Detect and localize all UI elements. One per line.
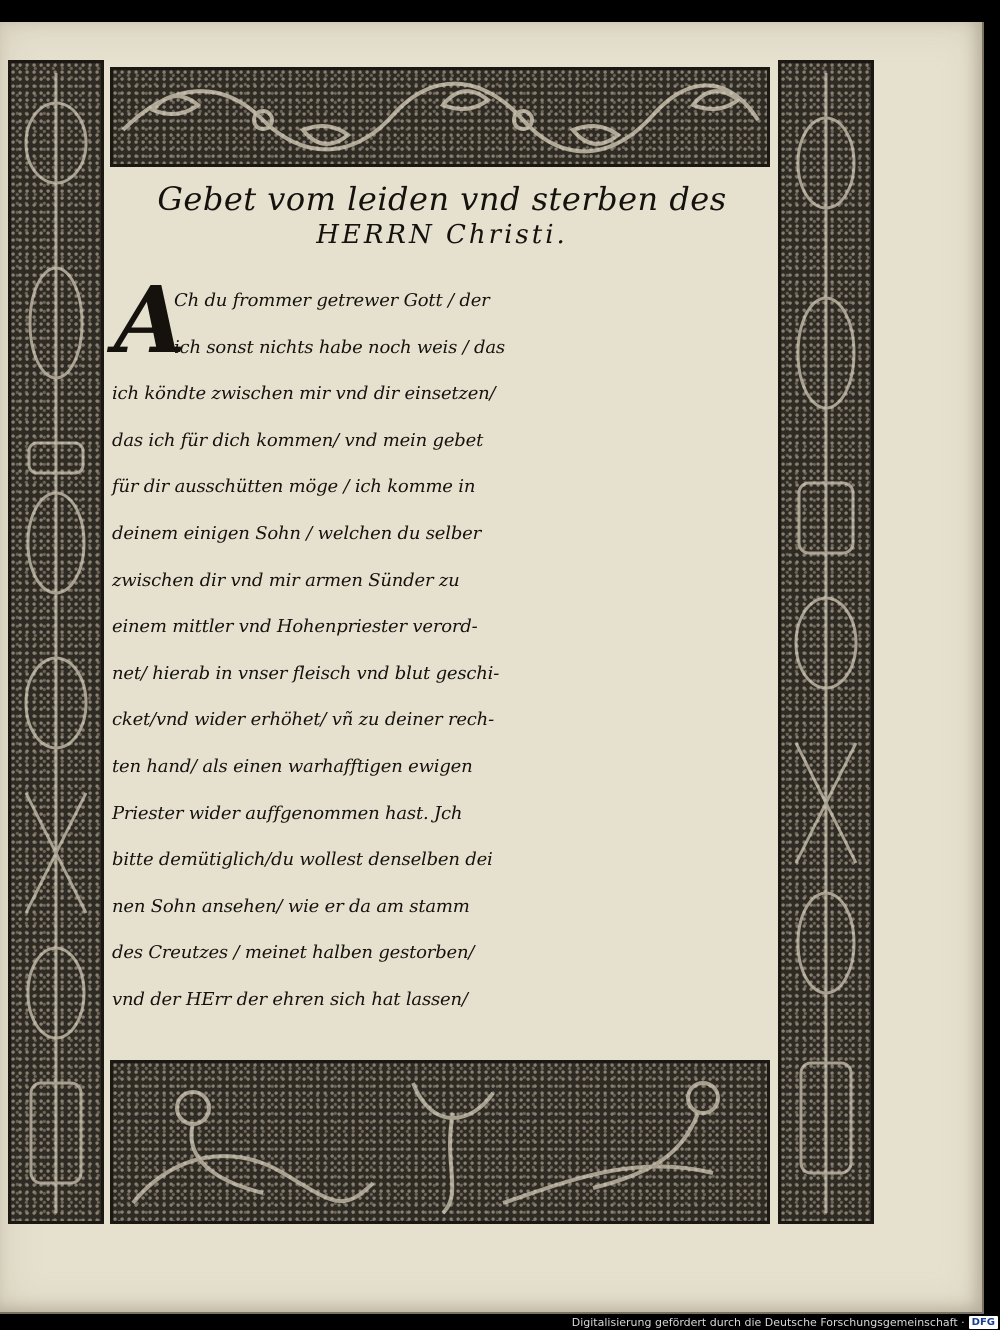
dfg-logo: DFG xyxy=(969,1316,998,1329)
decorated-initial: A xyxy=(114,266,186,374)
text-line: vnd der HErr der ehren sich hat lassen/ xyxy=(112,988,468,1010)
reclining-figures-ornament xyxy=(113,1063,767,1221)
text-line: ten hand/ als einen warhafftigen ewigen xyxy=(112,755,473,777)
vine-scroll-ornament xyxy=(113,70,767,164)
text-line: einem mittler vnd Hohenpriester verord- xyxy=(112,616,478,638)
ornament-top-border xyxy=(110,67,770,167)
text-line: zwischen dir vnd mir armen Sünder zu xyxy=(112,569,460,591)
text-line: des Creutzes / meinet halben gestorben/ xyxy=(112,942,475,964)
digitization-credit xyxy=(572,1314,998,1330)
text-line: bitte demütiglich/du wollest denselben dei xyxy=(112,849,493,871)
prayer-text xyxy=(112,266,772,1024)
text-line: nen Sohn ansehen/ wie er da am stamm xyxy=(112,895,470,917)
book-page xyxy=(0,22,984,1314)
credit-text: Digitalisierung gefördert durch die Deutsche Forschungsgemeinschaft · xyxy=(571,1315,965,1329)
text-line: Ch du frommer getrewer Gott / der xyxy=(174,290,490,311)
text-line: das ich für dich kommen/ vnd mein gebet xyxy=(112,429,484,451)
page-subtitle: HERRN Christi. xyxy=(316,220,568,250)
candelabra-column-ornament xyxy=(11,63,101,1221)
candelabra-column-ornament xyxy=(781,63,871,1221)
text-line: Priester wider auffgenommen hast. Jch xyxy=(112,802,463,824)
text-line: für dir ausschütten möge / ich komme in xyxy=(112,476,476,498)
ornament-right-column xyxy=(778,60,874,1224)
text-line: cket/vnd wider erhöhet/ vñ zu deiner rech- xyxy=(112,709,494,731)
text-line: net/ hierab in vnser fleisch vnd blut geschi- xyxy=(112,662,500,684)
text-line: ich sonst nichts habe noch weis / das xyxy=(174,336,505,358)
ornament-bottom-figures xyxy=(110,1060,770,1224)
text-block xyxy=(112,172,772,1056)
ornament-left-column xyxy=(8,60,104,1224)
text-line: deinem einigen Sohn / welchen du selber xyxy=(112,522,481,544)
page-title: Gebet vom leiden vnd sterben des xyxy=(157,180,727,218)
text-line: ich köndte zwischen mir vnd dir einsetzen/ xyxy=(112,383,496,405)
